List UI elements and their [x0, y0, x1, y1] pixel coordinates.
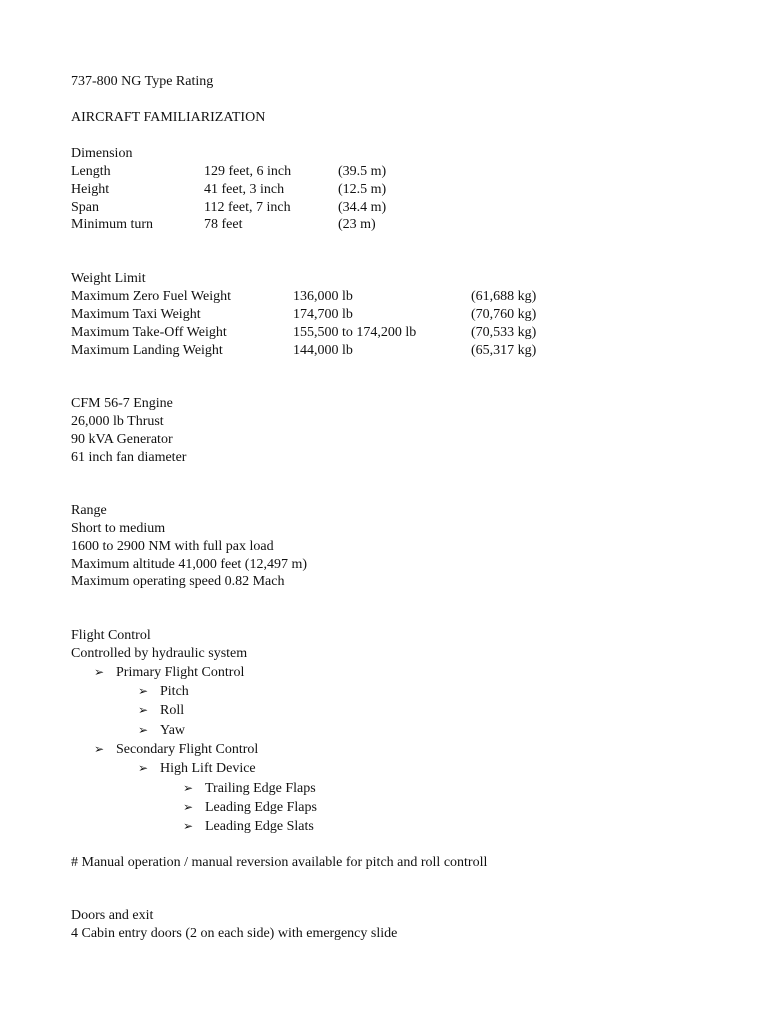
doors-line: 4 Cabin entry doors (2 on each side) with emergency slide [71, 926, 398, 941]
weight-lb: 144,000 lb [293, 343, 353, 358]
list-item-label: Primary Flight Control [116, 665, 245, 680]
weight-kg: (70,760 kg) [471, 307, 537, 322]
weight-heading: Weight Limit [71, 271, 146, 286]
range-line: Maximum altitude 41,000 feet (12,497 m) [71, 557, 308, 572]
dimension-label: Length [71, 164, 111, 179]
weight-lb: 155,500 to 174,200 lb [293, 325, 417, 340]
weight-row [71, 324, 711, 342]
range-heading: Range [71, 503, 107, 518]
dimension-label: Minimum turn [71, 217, 154, 232]
dimension-label: Span [71, 200, 99, 215]
engine-line: 26,000 lb Thrust [71, 414, 164, 429]
dimension-imperial: 112 feet, 7 inch [204, 200, 291, 215]
weight-lb: 136,000 lb [293, 289, 353, 304]
arrow-bullet-icon: ➢ [183, 800, 194, 814]
dimension-imperial: 129 feet, 6 inch [204, 164, 292, 179]
list-item [138, 721, 185, 739]
dimension-metric: (23 m) [338, 217, 376, 232]
list-item-label: Secondary Flight Control [116, 742, 259, 757]
dimension-row [71, 181, 711, 199]
document-title: 737-800 NG Type Rating [71, 74, 214, 89]
range-line: 1600 to 2900 NM with full pax load [71, 539, 274, 554]
list-item [138, 682, 189, 700]
dimension-label: Height [71, 182, 110, 197]
list-item-label: Yaw [160, 723, 186, 738]
list-item-label: Leading Edge Flaps [205, 800, 317, 815]
weight-label: Maximum Take-Off Weight [71, 325, 227, 340]
doors-heading: Doors and exit [71, 908, 154, 923]
arrow-bullet-icon: ➢ [183, 781, 194, 795]
weight-lb: 174,700 lb [293, 307, 353, 322]
list-item [138, 759, 256, 777]
list-item [94, 663, 244, 681]
engine-heading: CFM 56-7 Engine [71, 396, 173, 411]
weight-label: Maximum Taxi Weight [71, 307, 201, 322]
weight-row [71, 288, 711, 306]
range-line: Short to medium [71, 521, 166, 536]
list-item [183, 817, 314, 835]
dimension-imperial: 41 feet, 3 inch [204, 182, 285, 197]
list-item-label: High Lift Device [160, 761, 256, 776]
range-line: Maximum operating speed 0.82 Mach [71, 574, 285, 589]
dimension-row [71, 216, 711, 234]
list-item [183, 779, 316, 797]
dimension-imperial: 78 feet [204, 217, 243, 232]
arrow-bullet-icon: ➢ [183, 819, 194, 833]
arrow-bullet-icon: ➢ [94, 665, 105, 679]
flight-control-heading: Flight Control [71, 628, 151, 643]
dimension-row [71, 199, 711, 217]
flight-control-intro: Controlled by hydraulic system [71, 646, 248, 661]
dimension-metric: (12.5 m) [338, 182, 387, 197]
weight-label: Maximum Zero Fuel Weight [71, 289, 231, 304]
weight-row [71, 342, 711, 360]
manual-operation-note: # Manual operation / manual reversion available for pitch and roll controll [71, 855, 488, 870]
arrow-bullet-icon: ➢ [94, 742, 105, 756]
weight-kg: (61,688 kg) [471, 289, 537, 304]
arrow-bullet-icon: ➢ [138, 703, 149, 717]
weight-row [71, 306, 711, 324]
weight-kg: (70,533 kg) [471, 325, 537, 340]
engine-line: 61 inch fan diameter [71, 450, 187, 465]
weight-label: Maximum Landing Weight [71, 343, 223, 358]
list-item [94, 740, 258, 758]
document-subtitle: AIRCRAFT FAMILIARIZATION [71, 110, 266, 125]
dimension-row [71, 163, 711, 181]
list-item-label: Leading Edge Slats [205, 819, 314, 834]
weight-kg: (65,317 kg) [471, 343, 537, 358]
arrow-bullet-icon: ➢ [138, 761, 149, 775]
list-item-label: Pitch [160, 684, 189, 699]
dimension-metric: (34.4 m) [338, 200, 387, 215]
arrow-bullet-icon: ➢ [138, 684, 149, 698]
list-item [183, 798, 317, 816]
dimension-metric: (39.5 m) [338, 164, 387, 179]
engine-line: 90 kVA Generator [71, 432, 173, 447]
list-item-label: Roll [160, 703, 185, 718]
arrow-bullet-icon: ➢ [138, 723, 149, 737]
dimension-heading: Dimension [71, 146, 133, 161]
list-item [138, 701, 184, 719]
list-item-label: Trailing Edge Flaps [205, 781, 316, 796]
